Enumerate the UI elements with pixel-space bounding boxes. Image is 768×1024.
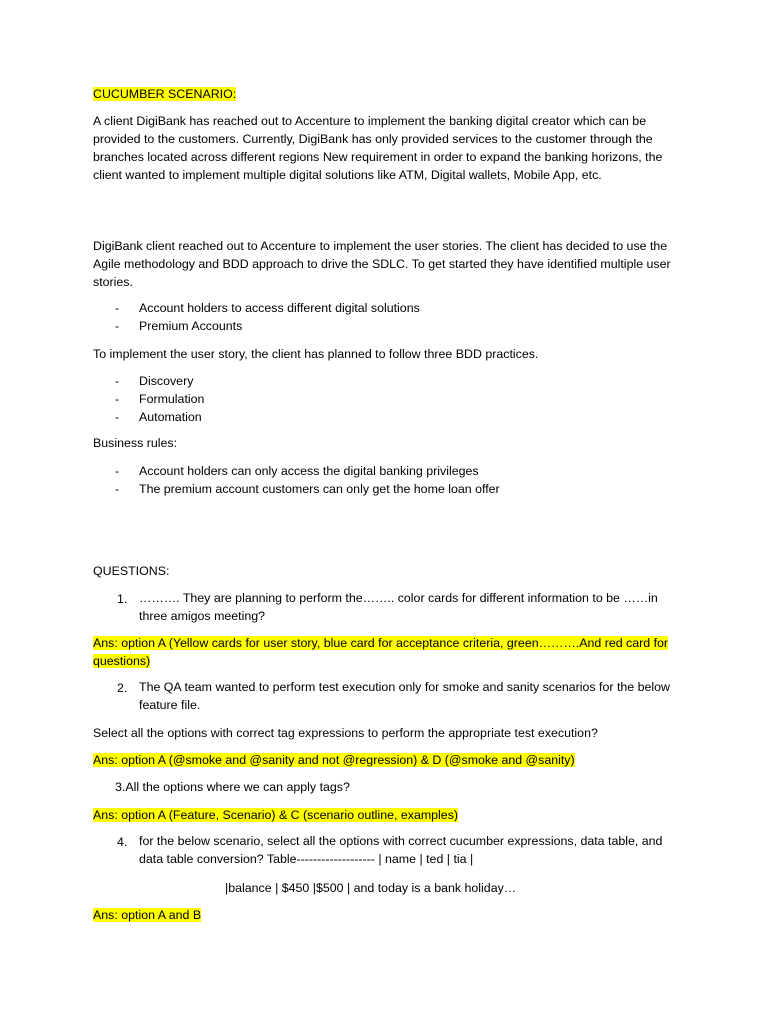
intro-paragraph: A client DigiBank has reached out to Accenture to implement the banking digital creator which can be provided to the customers. Currently, DigiBank has only provided services to the customer through the branches located across different regions New requirement in order to expand the banking horizons, the client wanted to implement multiple digital solutions like ATM, Digital wallets, Mobile App, etc. <box>93 114 663 182</box>
user-story-item: Account holders to access different digital solutions <box>139 301 420 315</box>
answer-4-text: Ans: option A and B <box>93 908 202 922</box>
heading <box>93 85 683 103</box>
question-2-number: 2. <box>117 681 128 695</box>
question-2-text: The QA team wanted to perform test execution only for smoke and sanity scenarios for the below feature file. <box>139 680 671 712</box>
questions-heading: QUESTIONS: <box>93 564 170 578</box>
answer-3-text: Ans: option A (Feature, Scenario) & C (scenario outline, examples) <box>93 808 459 822</box>
bullet-dash: - <box>115 374 120 388</box>
business-rule-item: Account holders can only access the digital banking privileges <box>139 464 479 478</box>
bullet-dash: - <box>115 319 120 333</box>
bdd-practice-item: Formulation <box>139 392 205 406</box>
business-rule-item: The premium account customers can only get the home loan offer <box>139 482 500 496</box>
answer-3 <box>93 806 683 824</box>
bullet-dash: - <box>115 301 120 315</box>
user-stories-paragraph: DigiBank client reached out to Accenture to implement the user stories. The client has decided to use the Agile methodology and BDD approach to drive the SDLC. To get started they have identified multiple user stories. <box>93 239 671 289</box>
bullet-dash: - <box>115 482 120 496</box>
answer-2 <box>93 751 683 769</box>
answer-4 <box>93 906 683 924</box>
answer-1 <box>93 634 683 670</box>
bdd-practice-item: Automation <box>139 410 202 424</box>
bdd-practice-item: Discovery <box>139 374 194 388</box>
question-4-table-line: |balance | $450 |$500 | and today is a bank holiday… <box>225 881 517 895</box>
question-1-text: ………. They are planning to perform the…….. color cards for different information to be ……in three amigos meeting? <box>139 591 658 623</box>
answer-1-text: Ans: option A (Yellow cards for user story, blue card for acceptance criteria, green……….And red card for questions) <box>93 636 669 668</box>
bullet-dash: - <box>115 410 120 424</box>
user-story-item: Premium Accounts <box>139 319 243 333</box>
question-1-number: 1. <box>117 592 128 606</box>
bullet-dash: - <box>115 392 120 406</box>
answer-2-text: Ans: option A (@smoke and @sanity and not @regression) & D (@smoke and @sanity) <box>93 753 575 767</box>
bullet-dash: - <box>115 464 120 478</box>
business-rules-label: Business rules: <box>93 436 178 450</box>
heading-text: CUCUMBER SCENARIO: <box>93 87 237 101</box>
question-4-text: for the below scenario, select all the options with correct cucumber expressions, data table, and data table conversion? Table------------------- | name | ted | tia | <box>139 834 663 866</box>
question-2-followup: Select all the options with correct tag expressions to perform the appropriate test execution? <box>93 726 598 740</box>
bdd-paragraph: To implement the user story, the client has planned to follow three BDD practices. <box>93 347 539 361</box>
question-4-number: 4. <box>117 835 128 849</box>
question-3-text: 3.All the options where we can apply tags? <box>115 780 350 794</box>
